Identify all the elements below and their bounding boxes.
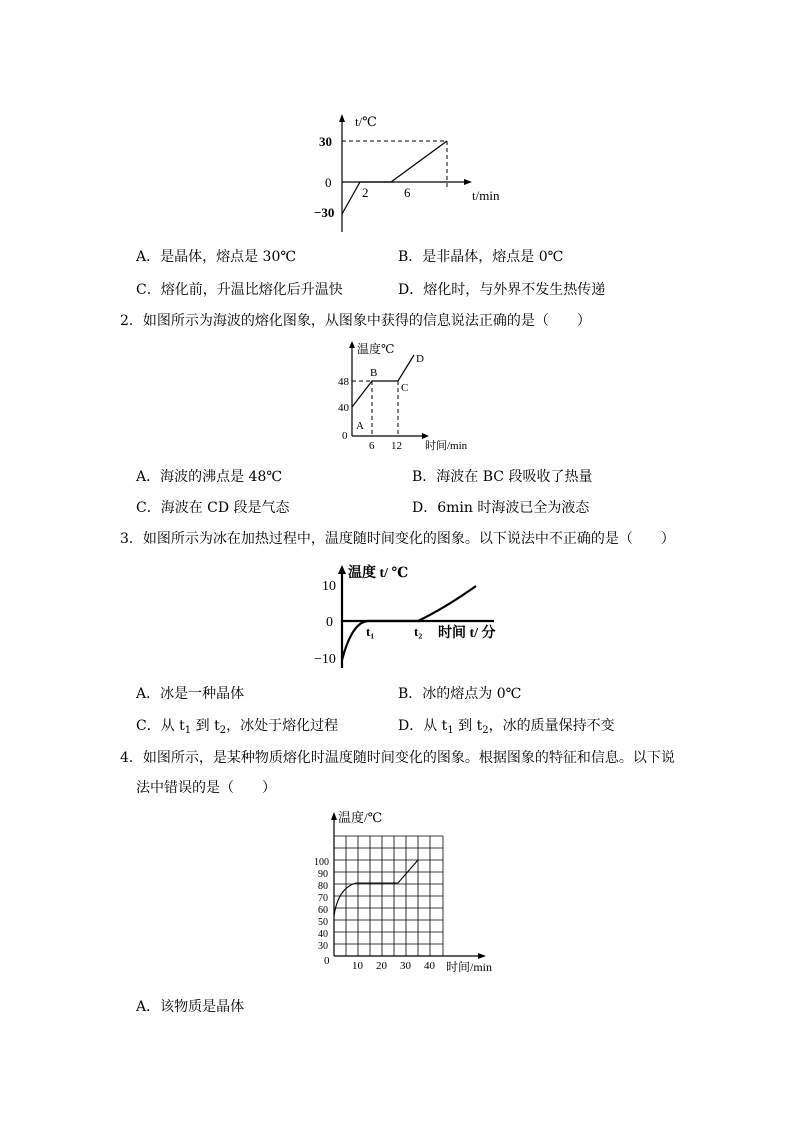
q2-point-d: D [416,353,424,365]
q2-point-b: B [370,367,378,379]
q2-y-label: 温度℃ [357,342,395,356]
q4-x-arrow [478,953,486,959]
q3-xtick-t2: t₂ [414,624,423,639]
q3-xtick-t1: t₁ [366,624,375,639]
q4-ytick-90: 90 [318,869,328,880]
q3-option-d[interactable]: D．从 $t_1$ 到 $t_2$，冰的质量保持不变 [398,718,615,736]
q3-stem: 3．如图所示为冰在加热过程中，温度随时间变化的图象。以下说法中不正确的是（ ） [120,531,675,547]
q4-option-a[interactable]: A．该物质是晶体 [136,999,245,1015]
q4-stem-line2: 法中错误的是（ ） [136,780,276,796]
q4-x-label: 时间/min [446,960,493,974]
q3-ytick-0: 0 [326,615,333,630]
q2-xtick-12: 12 [391,440,402,452]
q1-x-label: t/min [472,188,500,203]
q2-xtick-6: 6 [369,440,375,452]
q1-xtick-2: 2 [362,185,369,200]
q3-option-b[interactable]: B．冰的熔点为 0℃ [398,686,522,702]
q1-ytick-neg30: −30 [314,205,335,220]
q3-ytick-neg10: −10 [314,652,336,667]
q1-ytick-0: 0 [325,175,332,190]
q4-ytick-30: 30 [318,941,328,952]
q2-option-d[interactable]: D．6min 时海波已全为液态 [412,500,590,516]
q2-option-b[interactable]: B．海波在 BC 段吸收了热量 [412,469,593,485]
q4-ytick-100: 100 [314,857,329,868]
q4-ytick-40: 40 [318,929,328,940]
q2-x-label: 时间/min [425,440,468,452]
q4-y-label: 温度/℃ [338,810,383,825]
q4-xtick-10: 10 [352,960,363,972]
q1-option-d[interactable]: D．熔化时，与外界不发生热传递 [398,282,606,298]
q1-option-c[interactable]: C．熔化前，升温比熔化后升温快 [136,282,343,298]
q2-ytick-48: 48 [338,376,349,388]
q2-ytick-0: 0 [342,430,348,442]
q3-y-label: 温度 t/ ℃ [348,566,409,581]
q2-option-c[interactable]: C．海波在 CD 段是气态 [136,500,290,516]
q4-xtick-20: 20 [376,960,387,972]
q4-xtick-30: 30 [400,960,411,972]
q4-ytick-60: 60 [318,905,328,916]
q4-grid [334,836,443,956]
q3-option-a[interactable]: A．冰是一种晶体 [136,686,245,702]
q1-ytick-30: 30 [319,134,332,149]
q3-option-c[interactable]: C．从 $t_1$ 到 $t_2$，冰处于熔化过程 [136,718,339,736]
q1-y-label: t/℃ [355,114,377,129]
q1-option-b[interactable]: B．是非晶体，熔点是 0℃ [398,249,564,265]
q4-ytick-70: 70 [318,893,328,904]
q2-option-a[interactable]: A．海波的沸点是 48℃ [136,469,283,485]
q1-xtick-6: 6 [404,185,411,200]
q2-point-a: A [356,420,364,432]
q4-ytick-50: 50 [318,917,328,928]
q4-ytick-80: 80 [318,881,328,892]
q1-option-a[interactable]: A．是晶体，熔点是 30℃ [136,249,297,265]
q2-stem: 2．如图所示为海波的熔化图象，从图象中获得的信息说法正确的是（ ） [120,313,591,329]
q4-xtick-0: 0 [324,955,330,967]
q4-xtick-40: 40 [424,960,435,972]
q3-x-label: 时间 t/ 分 [438,626,496,641]
q4-y-arrow [331,812,337,820]
q2-point-c: C [401,382,409,394]
q4-stem-line1: 4．如图所示，是某种物质熔化时温度随时间变化的图象。根据图象的特征和信息。以下说 [120,750,675,766]
q2-ytick-40: 40 [338,402,349,414]
q3-ytick-10: 10 [322,579,336,594]
